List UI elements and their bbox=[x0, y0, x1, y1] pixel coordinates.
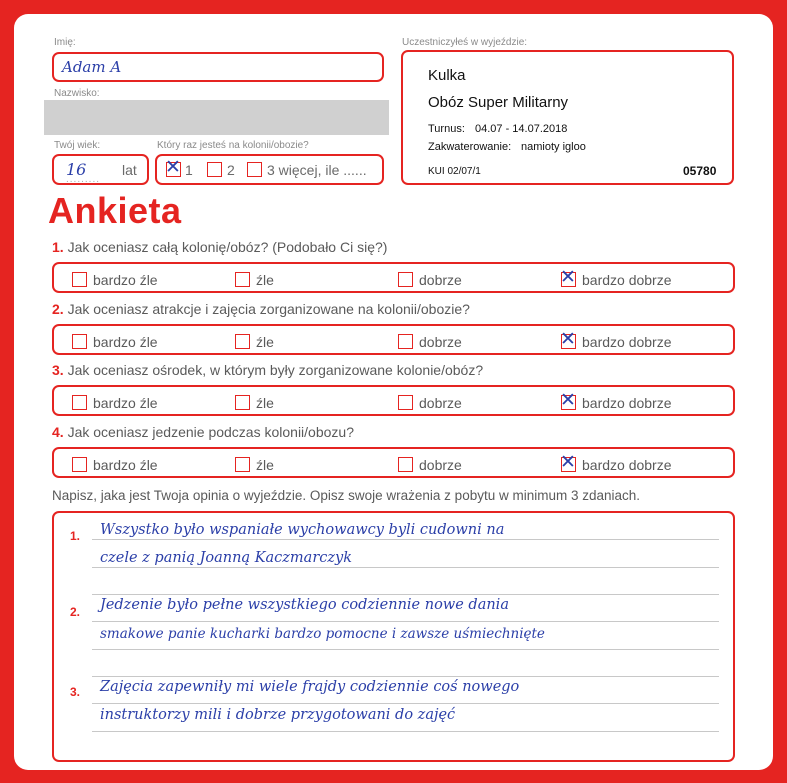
option-dobrze[interactable] bbox=[398, 271, 462, 289]
entry-number-1: 1. bbox=[70, 529, 81, 543]
checkbox[interactable] bbox=[72, 334, 87, 349]
answer-row-2 bbox=[52, 324, 735, 355]
turnus-label: Turnus: bbox=[428, 123, 465, 135]
option-bardzo-zle[interactable] bbox=[72, 271, 158, 289]
checkbox-checked[interactable] bbox=[560, 328, 576, 351]
option-label: bardzo źle bbox=[93, 394, 158, 411]
option-zle[interactable] bbox=[235, 394, 274, 412]
checked-x-icon: ✕ bbox=[560, 451, 576, 474]
accommodation-value: namioty igloo bbox=[521, 141, 586, 153]
camp-name: Obóz Super Militarny bbox=[428, 94, 569, 111]
ruled-line bbox=[92, 703, 719, 704]
participation-label: Uczestniczyłeś w wyjeździe: bbox=[402, 37, 528, 48]
checkbox[interactable] bbox=[235, 272, 250, 287]
opinion-instruction: Napisz, jaka jest Twoja opinia o wyjeździe. Opisz swoje wrażenia z pobytu w minimum 3 zdaniach. bbox=[52, 488, 641, 503]
entry-3-line-1: Zajęcia zapewniły mi wiele frajdy codziennie coś nowego bbox=[100, 679, 520, 695]
ruled-line bbox=[92, 621, 719, 622]
checkbox[interactable] bbox=[235, 395, 250, 410]
checkbox-checked[interactable] bbox=[560, 451, 576, 474]
turnus-value: 04.07 - 14.07.2018 bbox=[475, 123, 568, 135]
age-value: 16 bbox=[66, 160, 87, 179]
times-label: Który raz jesteś na kolonii/obozie? bbox=[157, 140, 309, 151]
checkbox[interactable] bbox=[398, 457, 413, 472]
question-text: Jak oceniasz jedzenie podczas kolonii/obozu? bbox=[67, 424, 354, 440]
question-number: 1. bbox=[52, 239, 64, 255]
surname-redacted bbox=[44, 100, 389, 135]
ruled-line bbox=[92, 594, 719, 595]
checkbox[interactable] bbox=[235, 334, 250, 349]
option-bardzo-dobrze[interactable] bbox=[560, 389, 672, 412]
option-zle[interactable] bbox=[235, 271, 274, 289]
option-label: źle bbox=[256, 271, 274, 288]
checkbox[interactable] bbox=[398, 395, 413, 410]
option-dobrze[interactable] bbox=[398, 333, 462, 351]
option-dobrze[interactable] bbox=[398, 394, 462, 412]
question-number: 4. bbox=[52, 424, 64, 440]
name-value: Adam A bbox=[62, 58, 122, 76]
question-number: 2. bbox=[52, 301, 64, 317]
times-option-2: 2 bbox=[227, 162, 235, 178]
option-label: dobrze bbox=[419, 333, 462, 350]
entry-number-3: 3. bbox=[70, 685, 81, 699]
entry-3-line-2: instruktorzy mili i dobrze przygotowani do zajęć bbox=[100, 707, 456, 723]
option-label: dobrze bbox=[419, 271, 462, 288]
checkbox-checked[interactable] bbox=[560, 266, 576, 289]
answer-row-4 bbox=[52, 447, 735, 478]
question-text: Jak oceniasz atrakcje i zajęcia zorganizowane na kolonii/obozie? bbox=[67, 301, 470, 317]
option-label: źle bbox=[256, 456, 274, 473]
option-label: źle bbox=[256, 394, 274, 411]
surname-label: Nazwisko: bbox=[54, 88, 100, 99]
option-zle[interactable] bbox=[235, 333, 274, 351]
question-1 bbox=[52, 239, 387, 255]
checkbox[interactable] bbox=[72, 272, 87, 287]
checked-x-icon: ✕ bbox=[165, 156, 181, 178]
camp-info-box bbox=[401, 50, 734, 185]
answer-row-3 bbox=[52, 385, 735, 416]
checkbox[interactable] bbox=[398, 334, 413, 349]
option-label: bardzo źle bbox=[93, 271, 158, 288]
option-label: bardzo dobrze bbox=[582, 394, 672, 411]
question-2 bbox=[52, 301, 470, 317]
times-option-1: 1 bbox=[185, 162, 193, 178]
option-label: bardzo dobrze bbox=[582, 456, 672, 473]
times-field bbox=[155, 154, 384, 185]
name-label: Imię: bbox=[54, 37, 76, 48]
ruled-line bbox=[92, 539, 719, 540]
option-label: dobrze bbox=[419, 394, 462, 411]
option-bardzo-zle[interactable] bbox=[72, 456, 158, 474]
option-label: źle bbox=[256, 333, 274, 350]
option-bardzo-dobrze[interactable] bbox=[560, 328, 672, 351]
question-text: Jak oceniasz całą kolonię/obóz? (Podobało Ci się?) bbox=[67, 239, 388, 255]
entry-2-line-1: Jedzenie było pełne wszystkiego codziennie nowe dania bbox=[100, 597, 509, 613]
age-dots: ......... bbox=[66, 174, 101, 185]
camp-company: Kulka bbox=[428, 67, 466, 84]
checkbox[interactable] bbox=[72, 457, 87, 472]
answer-row-1 bbox=[52, 262, 735, 293]
question-3 bbox=[52, 362, 483, 378]
times-option-3: 3 więcej, ile ...... bbox=[267, 162, 367, 178]
entry-2-line-2: smakowe panie kucharki bardzo pomocne i zawsze uśmiechnięte bbox=[100, 626, 545, 642]
times-checkbox-1[interactable] bbox=[165, 156, 181, 178]
ruled-line bbox=[92, 676, 719, 677]
checkbox[interactable] bbox=[235, 457, 250, 472]
survey-title: Ankieta bbox=[48, 190, 182, 231]
name-field[interactable] bbox=[52, 52, 384, 82]
age-label: Twój wiek: bbox=[54, 140, 101, 151]
option-dobrze[interactable] bbox=[398, 456, 462, 474]
checkbox[interactable] bbox=[398, 272, 413, 287]
entry-1-line-2: czele z panią Joanną Kaczmarczyk bbox=[100, 550, 352, 566]
question-text: Jak oceniasz ośrodek, w którym były zorganizowane kolonie/obóz? bbox=[67, 362, 484, 378]
age-field[interactable] bbox=[52, 154, 149, 185]
ruled-line bbox=[92, 567, 719, 568]
option-bardzo-dobrze[interactable] bbox=[560, 266, 672, 289]
camp-code: KUI 02/07/1 bbox=[428, 166, 481, 177]
checked-x-icon: ✕ bbox=[560, 328, 576, 351]
entry-1-line-1: Wszystko było wspaniałe wychowawcy byli cudowni na bbox=[100, 522, 505, 538]
option-label: dobrze bbox=[419, 456, 462, 473]
checked-x-icon: ✕ bbox=[560, 266, 576, 289]
entry-number-2: 2. bbox=[70, 605, 81, 619]
option-bardzo-zle[interactable] bbox=[72, 333, 158, 351]
option-label: bardzo źle bbox=[93, 333, 158, 350]
checkbox[interactable] bbox=[72, 395, 87, 410]
option-label: bardzo dobrze bbox=[582, 333, 672, 350]
age-unit: lat bbox=[122, 162, 137, 178]
option-bardzo-dobrze[interactable] bbox=[560, 451, 672, 474]
option-label: bardzo dobrze bbox=[582, 271, 672, 288]
ruled-line bbox=[92, 731, 719, 732]
option-zle[interactable] bbox=[235, 456, 274, 474]
checkbox-checked[interactable] bbox=[560, 389, 576, 412]
checked-x-icon: ✕ bbox=[560, 389, 576, 412]
option-label: bardzo źle bbox=[93, 456, 158, 473]
opinion-textarea[interactable] bbox=[52, 511, 735, 762]
question-4 bbox=[52, 424, 354, 440]
question-number: 3. bbox=[52, 362, 64, 378]
times-checkbox-3[interactable] bbox=[247, 162, 262, 177]
option-bardzo-zle[interactable] bbox=[72, 394, 158, 412]
times-checkbox-2[interactable] bbox=[207, 162, 222, 177]
ruled-line bbox=[92, 649, 719, 650]
accommodation-label: Zakwaterowanie: bbox=[428, 141, 512, 153]
camp-number: 05780 bbox=[683, 164, 717, 178]
